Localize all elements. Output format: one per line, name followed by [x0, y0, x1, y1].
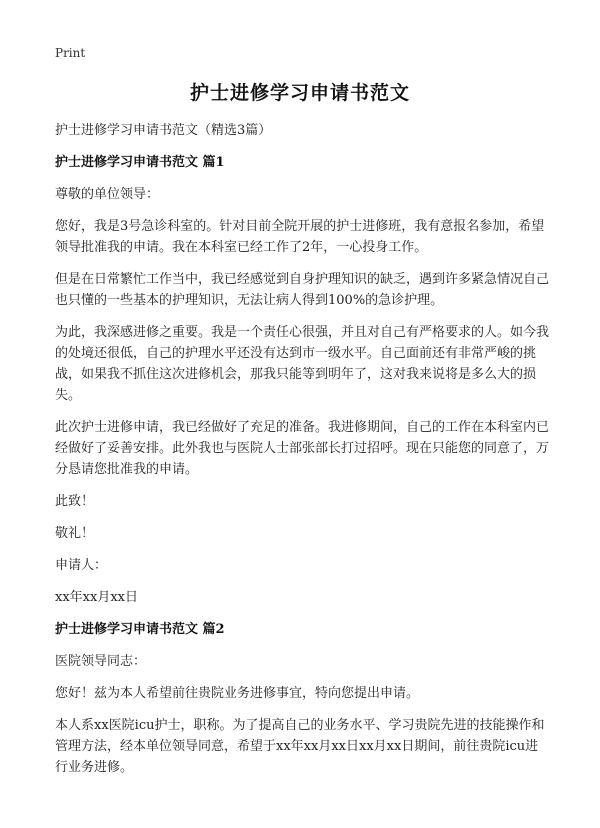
date-line: xx年xx月xx日: [55, 590, 138, 605]
closing-line: 此致！: [55, 494, 95, 509]
paragraph: 本人系xx医院icu护士，职称。为了提高自己的业务水平、学习贵院先进的技能操作和管理方法，经本单位领导同意，希望于xx年xx月xx日xx月xx日期间，前往贵院icu进行业务进修。: [55, 718, 545, 775]
paragraph: 但是在日常繁忙工作当中，我已经感觉到自身护理知识的缺乏，遇到许多紧急情况自己也只懂的一些基本的护理知识，无法让病人得到100%的急诊护理。: [55, 272, 550, 308]
applicant-line: 申请人：: [55, 558, 108, 573]
document-subtitle: 护士进修学习申请书范文（精选3篇）: [55, 123, 272, 138]
paragraph: 您好！兹为本人希望前往贵院业务进修事宜，特向您提出申请。: [55, 686, 420, 701]
document-body: [55, 120, 550, 789]
print-label: Print: [55, 46, 86, 60]
paragraph: 此次护士进修申请，我已经做好了充足的准备。我进修期间，自己的工作在本科室内已经做好了妥善安排。此外我也与医院人士部张部长打过招呼。现在只能您的同意了，万分恳请您批准我的申请。: [55, 420, 550, 477]
closing-line: 敬礼！: [55, 526, 95, 541]
salutation: 尊敬的单位领导：: [55, 187, 160, 202]
paragraph: 您好，我是3号急诊科室的。针对目前全院开展的护士进修班，我有意报名参加，希望领导批准我的申请。我在本科室已经工作了2年，一心投身工作。: [55, 219, 545, 255]
section-heading-1: 护士进修学习申请书范文 篇1: [55, 155, 225, 170]
document-title: 护士进修学习申请书范文: [189, 82, 410, 104]
paragraph: 为此，我深感进修之重要。我是一个责任心很强，并且对自己有严格要求的人。如今我的处境还很低，自己的护理水平还没有达到市一级水平。自己面前还有非常严峻的挑战，如果我不抓住这次进修机会，那我只能等到明年了，这对我来说将是多么大的损失。: [55, 325, 550, 403]
salutation: 医院领导同志：: [55, 654, 147, 669]
section-heading-2: 护士进修学习申请书范文 篇2: [55, 622, 225, 637]
